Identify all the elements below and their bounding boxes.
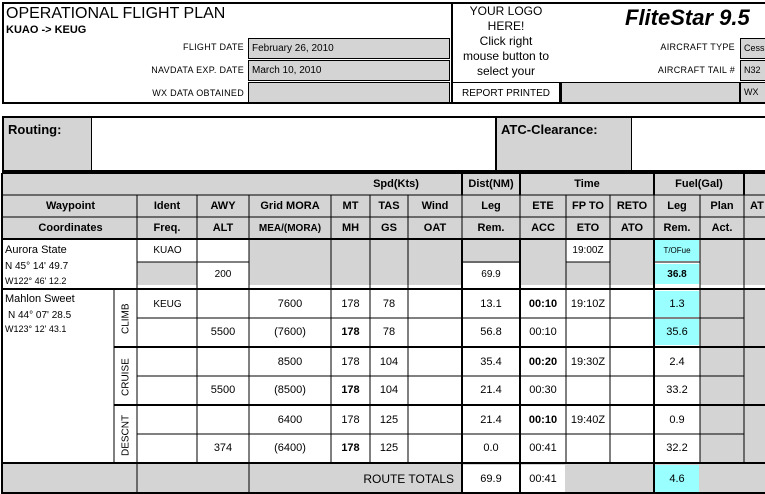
destination-lat: N 44° 07' 28.5 <box>8 310 72 321</box>
departure-fuel-rem: 36.8 <box>655 264 699 284</box>
segment-descent-gs: 125 <box>379 442 399 454</box>
destination-name: Mahlon Sweet <box>5 293 75 305</box>
col-leg-dist: Leg <box>481 200 501 212</box>
phase-label-cruise: CRUISE <box>120 358 132 396</box>
col-freq: Freq. <box>153 222 181 234</box>
segment-cruise-gs: 104 <box>379 384 399 396</box>
segment-climb-mt: 178 <box>341 298 360 310</box>
col-mt: MT <box>342 200 359 212</box>
segment-cruise-acc: 00:30 <box>529 384 557 396</box>
col-mea-mora: MEA/(MORA) <box>258 222 322 234</box>
segment-descent-fuel-rem: 32.2 <box>666 442 688 454</box>
navdata-label: NAVDATA EXP. DATE <box>151 65 244 75</box>
departure-lon: W122° 46' 12.2 <box>5 276 67 286</box>
segment-cruise-alt[interactable]: 5500 <box>210 384 236 396</box>
flight-date-label: FLIGHT DATE <box>183 42 244 52</box>
segment-descent-fpto: 19:40Z <box>570 414 606 426</box>
departure-fuel-leg: T/OFue <box>655 240 699 261</box>
dist-group-header: Dist(NM) <box>468 178 514 190</box>
col-grid-mora: Grid MORA <box>260 200 320 212</box>
logo-line-4: mouse button to <box>462 49 550 63</box>
departure-fp-to: 19:00Z <box>567 240 609 261</box>
phase-label-descent: DESCNT <box>120 414 132 456</box>
col-awy: AWY <box>210 200 236 212</box>
col-fp-to: FP TO <box>572 200 604 212</box>
spd-group-header: Spd(Kts) <box>373 178 419 190</box>
aircraft-tail-label: AIRCRAFT TAIL # <box>657 65 735 75</box>
segment-climb-acc: 00:10 <box>529 326 557 338</box>
segment-climb-rem: 56.8 <box>480 326 502 338</box>
segment-climb-fpto: 19:10Z <box>570 298 606 310</box>
report-printed-label: REPORT PRINTED <box>453 82 559 103</box>
segment-descent-mora: 6400 <box>277 414 303 426</box>
col-eto: ETO <box>576 222 600 234</box>
segment-descent-leg: 21.4 <box>480 414 502 426</box>
logo-line-3: Click right <box>479 34 533 48</box>
segment-climb-fuel-rem: 35.6 <box>655 319 699 345</box>
col-acc: ACC <box>531 222 555 234</box>
segment-descent-fuel-leg: 0.9 <box>669 414 685 426</box>
segment-climb-fuel-leg: 1.3 <box>655 291 699 317</box>
segment-descent-acc: 00:41 <box>529 442 557 454</box>
col-tas: TAS <box>378 200 400 212</box>
segment-climb-gs: 78 <box>382 326 396 338</box>
departure-lat: N 45° 14' 49.7 <box>5 261 69 272</box>
segment-cruise-mea: (8500) <box>274 384 306 396</box>
segment-cruise-mt: 178 <box>341 356 360 368</box>
col-gs: GS <box>381 222 397 234</box>
logo-line-5: select your <box>476 64 536 78</box>
navdata-field[interactable]: March 10, 2010 <box>248 60 450 81</box>
flight-date-field[interactable]: February 26, 2010 <box>248 38 450 59</box>
segment-descent-alt[interactable]: 374 <box>213 442 233 454</box>
segment-cruise-fuel-rem: 33.2 <box>666 384 688 396</box>
atc-clearance-label: ATC-Clearance: <box>495 118 632 170</box>
col-wind: Wind <box>421 200 449 212</box>
destination-lon: W123° 12' 43.1 <box>5 324 67 334</box>
segment-cruise-ete: 00:20 <box>528 356 558 368</box>
col-ete: ETE <box>532 200 554 212</box>
route-pair: KUAO -> KEUG <box>6 24 87 36</box>
col-ident: Ident <box>153 200 181 212</box>
routing-label: Routing: <box>4 118 92 170</box>
segment-climb-tas[interactable]: 78 <box>382 298 396 310</box>
segment-descent-ete: 00:10 <box>528 414 558 426</box>
col-waypoint: Waypoint <box>45 200 96 212</box>
segment-cruise-fuel-leg: 2.4 <box>669 356 685 368</box>
segment-climb-mh: 178 <box>341 326 360 338</box>
wx-obtained-label: WX DATA OBTAINED <box>152 88 244 98</box>
totals-label: ROUTE TOTALS <box>363 471 454 486</box>
brand-name: FliteStar 9.5 <box>625 5 750 30</box>
col-rem-dist: Rem. <box>477 222 505 234</box>
col-rem-fuel: Rem. <box>663 222 691 234</box>
col-reto: RETO <box>616 200 648 212</box>
wx-right-field[interactable]: WX <box>740 82 765 103</box>
col-mh: MH <box>341 222 360 234</box>
departure-alt[interactable]: 200 <box>198 264 248 284</box>
col-at: AT <box>750 200 764 212</box>
segment-cruise-mora: 8500 <box>277 356 303 368</box>
col-oat: OAT <box>423 222 447 234</box>
segment-descent-mt: 178 <box>341 414 360 426</box>
logo-line-1: YOUR LOGO <box>469 4 543 18</box>
aircraft-type-field[interactable]: Cess <box>740 38 765 59</box>
col-coordinates: Coordinates <box>38 222 103 234</box>
segment-climb-ident[interactable]: KEUG <box>153 298 182 310</box>
totals-fuel: 4.6 <box>655 465 699 492</box>
segment-climb-leg: 13.1 <box>480 298 502 310</box>
aircraft-tail-field[interactable]: N32 <box>740 60 765 81</box>
totals-dist: 69.9 <box>463 465 519 492</box>
time-group-header: Time <box>574 178 600 190</box>
departure-ident[interactable]: KUAO <box>138 240 197 261</box>
logo-line-2: HERE! <box>487 19 525 33</box>
segment-cruise-leg: 35.4 <box>480 356 502 368</box>
totals-time: 00:41 <box>521 465 565 492</box>
segment-descent-mh: 178 <box>341 442 360 454</box>
segment-cruise-fpto: 19:30Z <box>570 356 606 368</box>
segment-cruise-rem: 21.4 <box>480 384 502 396</box>
col-act: Act. <box>711 222 733 234</box>
segment-descent-mea: (6400) <box>274 442 306 454</box>
col-leg-fuel: Leg <box>667 200 687 212</box>
col-plan: Plan <box>710 200 734 212</box>
col-alt: ALT <box>212 222 234 234</box>
departure-rem: 69.9 <box>463 264 519 284</box>
segment-climb-mora: 7600 <box>277 298 303 310</box>
phase-label-climb: CLIMB <box>120 303 132 335</box>
segment-descent-rem: 0.0 <box>483 442 499 454</box>
aircraft-type-label: AIRCRAFT TYPE <box>660 42 735 52</box>
plan-title: OPERATIONAL FLIGHT PLAN <box>6 5 226 22</box>
fuel-group-header: Fuel(Gal) <box>675 178 723 190</box>
segment-cruise-mh: 178 <box>341 384 360 396</box>
col-ato: ATO <box>620 222 644 234</box>
segment-climb-alt[interactable]: 5500 <box>210 326 236 338</box>
departure-name: Aurora State <box>5 244 67 256</box>
segment-descent-tas[interactable]: 125 <box>379 414 399 426</box>
segment-climb-mea: (7600) <box>274 326 306 338</box>
segment-climb-ete: 00:10 <box>528 298 558 310</box>
segment-cruise-tas[interactable]: 104 <box>379 356 399 368</box>
